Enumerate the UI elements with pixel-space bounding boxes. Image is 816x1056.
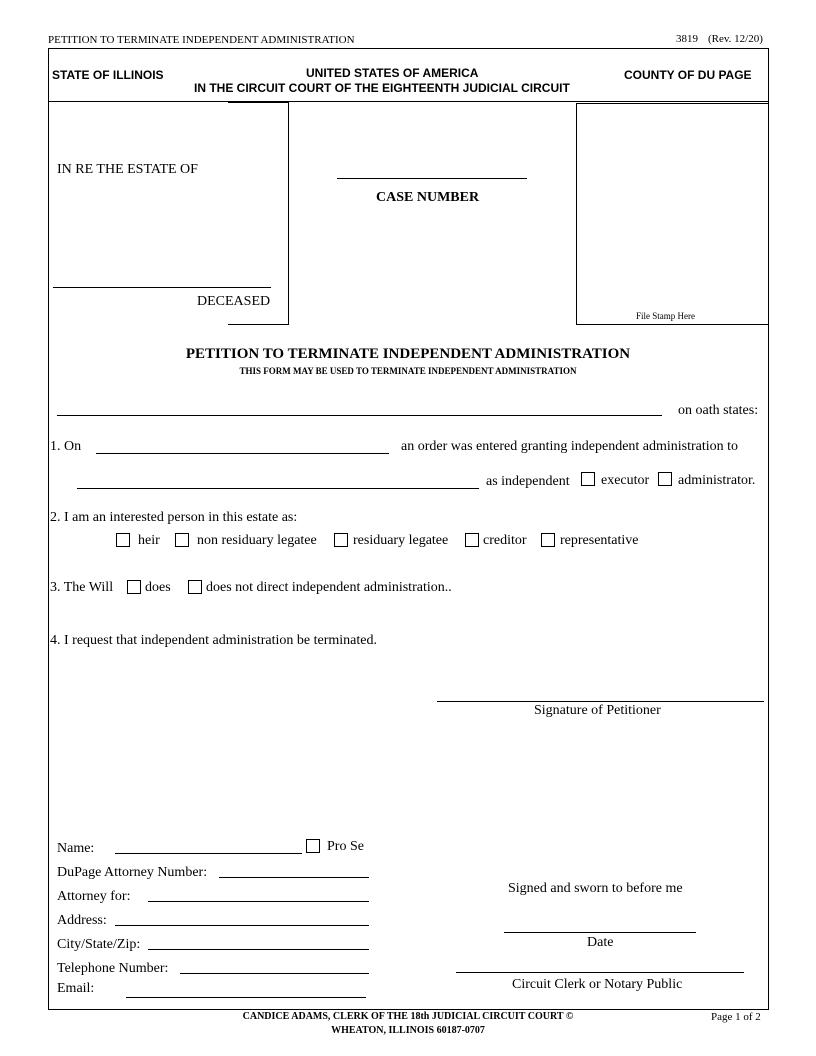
address-label: Address: <box>57 913 107 928</box>
item4-text: 4. I request that independent administration be terminated. <box>50 633 377 648</box>
item1-text: an order was entered granting independent administration to <box>401 439 739 454</box>
circuit-label: IN THE CIRCUIT COURT OF THE EIGHTEENTH JUDICIAL CIRCUIT <box>194 81 570 95</box>
executor-label: executor <box>601 473 650 488</box>
caption-left-right <box>288 102 289 325</box>
email-label: Email: <box>57 981 95 996</box>
representative-label: representative <box>560 533 639 548</box>
does-label: does <box>145 580 171 595</box>
does-not-label: does not direct independent administration.. <box>206 580 452 595</box>
representative-checkbox[interactable] <box>541 533 555 547</box>
non-residuary-legatee-checkbox[interactable] <box>175 533 189 547</box>
sworn-label: Signed and sworn to before me <box>508 881 683 896</box>
residuary-legatee-checkbox[interactable] <box>334 533 348 547</box>
pro-se-checkbox[interactable] <box>306 839 320 853</box>
case-number-line[interactable] <box>337 178 527 179</box>
creditor-checkbox[interactable] <box>465 533 479 547</box>
email-line[interactable] <box>126 997 366 998</box>
heir-label: heir <box>138 533 160 548</box>
dupage-number-line[interactable] <box>219 877 369 878</box>
attorney-for-line[interactable] <box>148 901 369 902</box>
administrator-label: administrator. <box>678 473 756 488</box>
caption-left-top <box>228 102 289 103</box>
address-line[interactable] <box>115 925 369 926</box>
clerk-signature-line[interactable] <box>456 972 744 973</box>
as-independent-label: as independent <box>486 474 570 489</box>
oath-label: on oath states: <box>678 403 759 418</box>
state-label: STATE OF ILLINOIS <box>52 68 164 82</box>
decedent-name-line[interactable] <box>53 287 271 288</box>
petition-subtitle: THIS FORM MAY BE USED TO TERMINATE INDEPENDENT ADMINISTRATION <box>239 366 577 376</box>
item2-text: 2. I am an interested person in this estate as: <box>50 510 298 525</box>
heir-checkbox[interactable] <box>116 533 130 547</box>
page-number: Page 1 of 2 <box>711 1011 761 1023</box>
file-stamp-label: File Stamp Here <box>636 311 695 321</box>
in-re-label: IN RE THE ESTATE OF <box>57 162 198 177</box>
name-label: Name: <box>57 841 95 856</box>
city-state-zip-label: City/State/Zip: <box>57 937 141 952</box>
file-stamp-box <box>576 103 769 325</box>
date-label: Date <box>587 935 614 950</box>
petition-title: PETITION TO TERMINATE INDEPENDENT ADMINISTRATION <box>185 346 631 362</box>
caption-left-bottom <box>228 324 289 325</box>
attorney-for-label: Attorney for: <box>57 889 131 904</box>
residuary-legatee-label: residuary legatee <box>353 533 449 548</box>
name-line[interactable] <box>115 853 302 854</box>
telephone-label: Telephone Number: <box>57 961 169 976</box>
telephone-line[interactable] <box>180 973 369 974</box>
clerk-label: Circuit Clerk or Notary Public <box>512 977 683 992</box>
executor-checkbox[interactable] <box>581 472 595 486</box>
country-label: UNITED STATES OF AMERICA <box>306 66 479 80</box>
order-date-line[interactable] <box>96 453 389 454</box>
petitioner-signature-label: Signature of Petitioner <box>534 703 661 718</box>
deceased-label: DECEASED <box>197 294 271 309</box>
case-number-label: CASE NUMBER <box>376 190 480 205</box>
creditor-label: creditor <box>483 533 527 548</box>
footer-clerk: CANDICE ADAMS, CLERK OF THE 18th JUDICIAL CIRCUIT COURT © <box>242 1011 574 1022</box>
form-header-title: PETITION TO TERMINATE INDEPENDENT ADMINISTRATION <box>48 34 355 46</box>
petitioner-name-line[interactable] <box>57 415 662 416</box>
item1-number: 1. On <box>50 439 82 454</box>
city-state-zip-line[interactable] <box>148 949 369 950</box>
non-residuary-legatee-label: non residuary legatee <box>197 533 317 548</box>
administrator-checkbox[interactable] <box>658 472 672 486</box>
form-number: 3819 <box>676 33 698 45</box>
pro-se-label: Pro Se <box>327 839 364 854</box>
county-label: COUNTY OF DU PAGE <box>624 68 752 82</box>
dupage-number-label: DuPage Attorney Number: <box>57 865 208 880</box>
footer-address: WHEATON, ILLINOIS 60187-0707 <box>331 1025 485 1036</box>
administrator-name-line[interactable] <box>77 488 479 489</box>
petitioner-signature-line[interactable] <box>437 701 764 702</box>
item3-prefix: 3. The Will <box>50 580 114 595</box>
does-checkbox[interactable] <box>127 580 141 594</box>
header-divider <box>48 101 769 102</box>
date-line[interactable] <box>504 932 696 933</box>
does-not-checkbox[interactable] <box>188 580 202 594</box>
form-revision: (Rev. 12/20) <box>708 33 763 45</box>
